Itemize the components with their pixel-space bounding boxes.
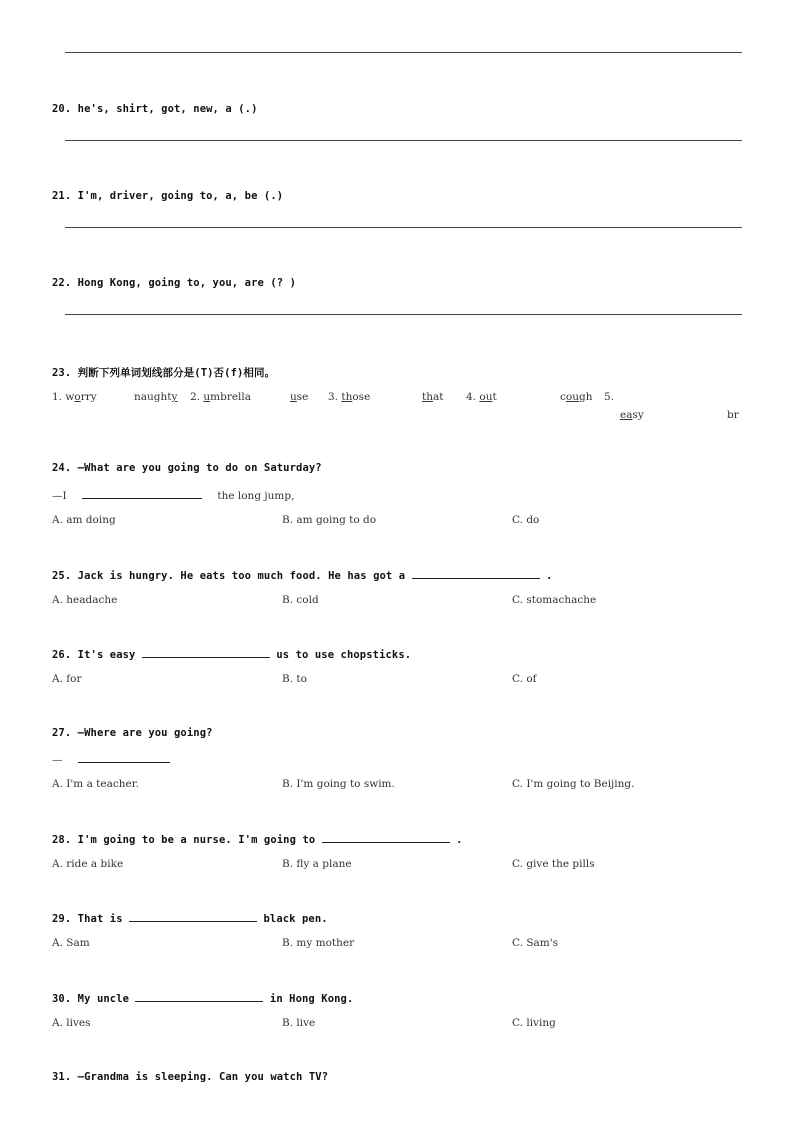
q30-option-b[interactable]: B. live	[282, 1017, 316, 1029]
question-22: 22. Hong Kong, going to, you, are (? )	[52, 277, 297, 289]
question-23-title: 23. 判断下列单词划线部分是(T)否(f)相同。	[52, 367, 276, 379]
answer-line-20[interactable]	[65, 140, 742, 141]
answer-line-21[interactable]	[65, 227, 742, 228]
q28-blank[interactable]	[322, 832, 450, 843]
q28-option-b[interactable]: B. fly a plane	[282, 858, 352, 870]
q30-option-c[interactable]: C. living	[512, 1017, 556, 1029]
question-24: 24. —What are you going to do on Saturday?	[52, 462, 322, 474]
q24-answer-line: —I the long jump,	[52, 490, 295, 502]
q24-option-a[interactable]: A. am doing	[52, 514, 116, 526]
q23-item-2-compare: use	[290, 391, 309, 403]
q29-option-c[interactable]: C. Sam's	[512, 937, 559, 949]
q28-option-a[interactable]: A. ride a bike	[52, 858, 124, 870]
q23-item-3-compare: that	[422, 391, 444, 403]
q23-item-5-number: 5.	[604, 391, 615, 403]
q27-option-a[interactable]: A. I'm a teacher.	[52, 778, 139, 790]
question-30: 30. My uncle in Hong Kong.	[52, 993, 354, 1005]
q23-item-1: 1. worry	[52, 391, 97, 403]
q23-item-5-compare: br	[727, 409, 739, 421]
question-21: 21. I'm, driver, going to, a, be (.)	[52, 190, 284, 202]
q25-option-b[interactable]: B. cold	[282, 594, 319, 606]
q23-item-1-compare: naughty	[134, 391, 178, 403]
q27-answer-line: —	[52, 752, 170, 766]
q24-option-b[interactable]: B. am going to do	[282, 514, 377, 526]
q27-option-b[interactable]: B. I'm going to swim.	[282, 778, 395, 790]
q23-item-5: easy	[620, 409, 644, 421]
q25-option-a[interactable]: A. headache	[52, 594, 118, 606]
answer-line-19[interactable]	[65, 52, 742, 53]
question-25: 25. Jack is hungry. He eats too much food. He has got a .	[52, 570, 553, 582]
q23-item-4: 4. out	[466, 391, 497, 403]
q25-option-c[interactable]: C. stomachache	[512, 594, 597, 606]
question-29: 29. That is black pen.	[52, 913, 328, 925]
q23-item-4-compare: cough	[560, 391, 593, 403]
q30-option-a[interactable]: A. lives	[52, 1017, 91, 1029]
question-31: 31. —Grandma is sleeping. Can you watch TV?	[52, 1071, 329, 1083]
question-26: 26. It's easy us to use chopsticks.	[52, 649, 412, 661]
q29-option-a[interactable]: A. Sam	[52, 937, 90, 949]
q30-blank[interactable]	[135, 991, 263, 1002]
q27-blank[interactable]	[78, 752, 170, 763]
question-20: 20. he's, shirt, got, new, a (.)	[52, 103, 258, 115]
q29-blank[interactable]	[129, 911, 257, 922]
q26-option-b[interactable]: B. to	[282, 673, 307, 685]
question-27: 27. —Where are you going?	[52, 727, 213, 739]
q24-option-c[interactable]: C. do	[512, 514, 540, 526]
answer-line-22[interactable]	[65, 314, 742, 315]
q23-item-3: 3. those	[328, 391, 371, 403]
q29-option-b[interactable]: B. my mother	[282, 937, 355, 949]
q27-option-c[interactable]: C. I'm going to Beijing.	[512, 778, 635, 790]
q28-option-c[interactable]: C. give the pills	[512, 858, 595, 870]
question-28: 28. I'm going to be a nurse. I'm going to .	[52, 834, 463, 846]
q26-option-c[interactable]: C. of	[512, 673, 537, 685]
q24-blank[interactable]	[82, 488, 202, 499]
q26-option-a[interactable]: A. for	[52, 673, 82, 685]
q26-blank[interactable]	[142, 647, 270, 658]
q23-item-2: 2. umbrella	[190, 391, 252, 403]
q25-blank[interactable]	[412, 568, 540, 579]
